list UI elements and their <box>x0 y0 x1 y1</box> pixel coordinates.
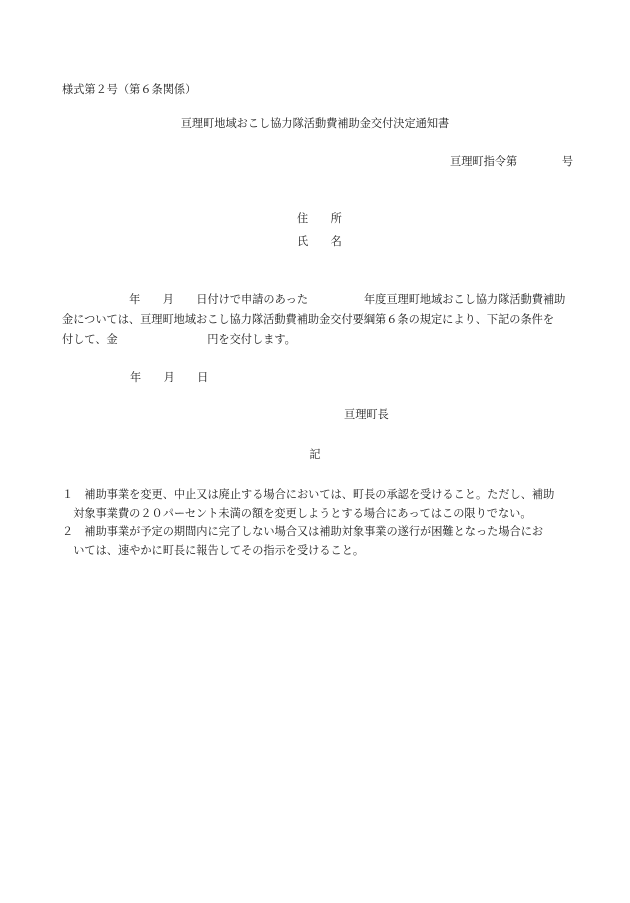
ki-heading: 記 <box>309 448 321 461</box>
form-number: 様式第２号（第６条関係） <box>62 83 197 96</box>
body-text-line-2: 金については、亘理町地域おこし協力隊活動費補助金交付要綱第６条の規定により、下記の条件を <box>62 313 555 326</box>
condition-2-line-2: いては、速やかに町長に報告してその指示を受けること。 <box>62 544 365 557</box>
issuer-name: 亘理町長 <box>344 408 389 421</box>
issue-date: 年 月 日 <box>130 371 209 384</box>
body-text-line-1: 年 月 日付けで申請のあった 年度亘理町地域おこし協力隊活動費補助 <box>62 293 566 306</box>
name-label: 氏 名 <box>297 235 342 248</box>
condition-2-line-1: ２ 補助事業が予定の期間内に完了しない場合又は補助対象事業の遂行が困難となった場合にお <box>62 525 544 538</box>
document-title: 亘理町地域おこし協力隊活動費補助金交付決定通知書 <box>180 117 450 130</box>
condition-1-line-1: １ 補助事業を変更、中止又は廃止する場合においては、町長の承認を受けること。ただし、補助 <box>62 488 555 501</box>
reference-number: 亘理町指令第 号 <box>450 155 574 168</box>
condition-1-line-2: 対象事業費の２０パーセント未満の額を変更しようとする場合にあってはこの限りでない。 <box>62 507 532 520</box>
address-label: 住 所 <box>297 212 342 225</box>
body-text-line-3: 付して、金 円を交付します。 <box>62 333 296 346</box>
